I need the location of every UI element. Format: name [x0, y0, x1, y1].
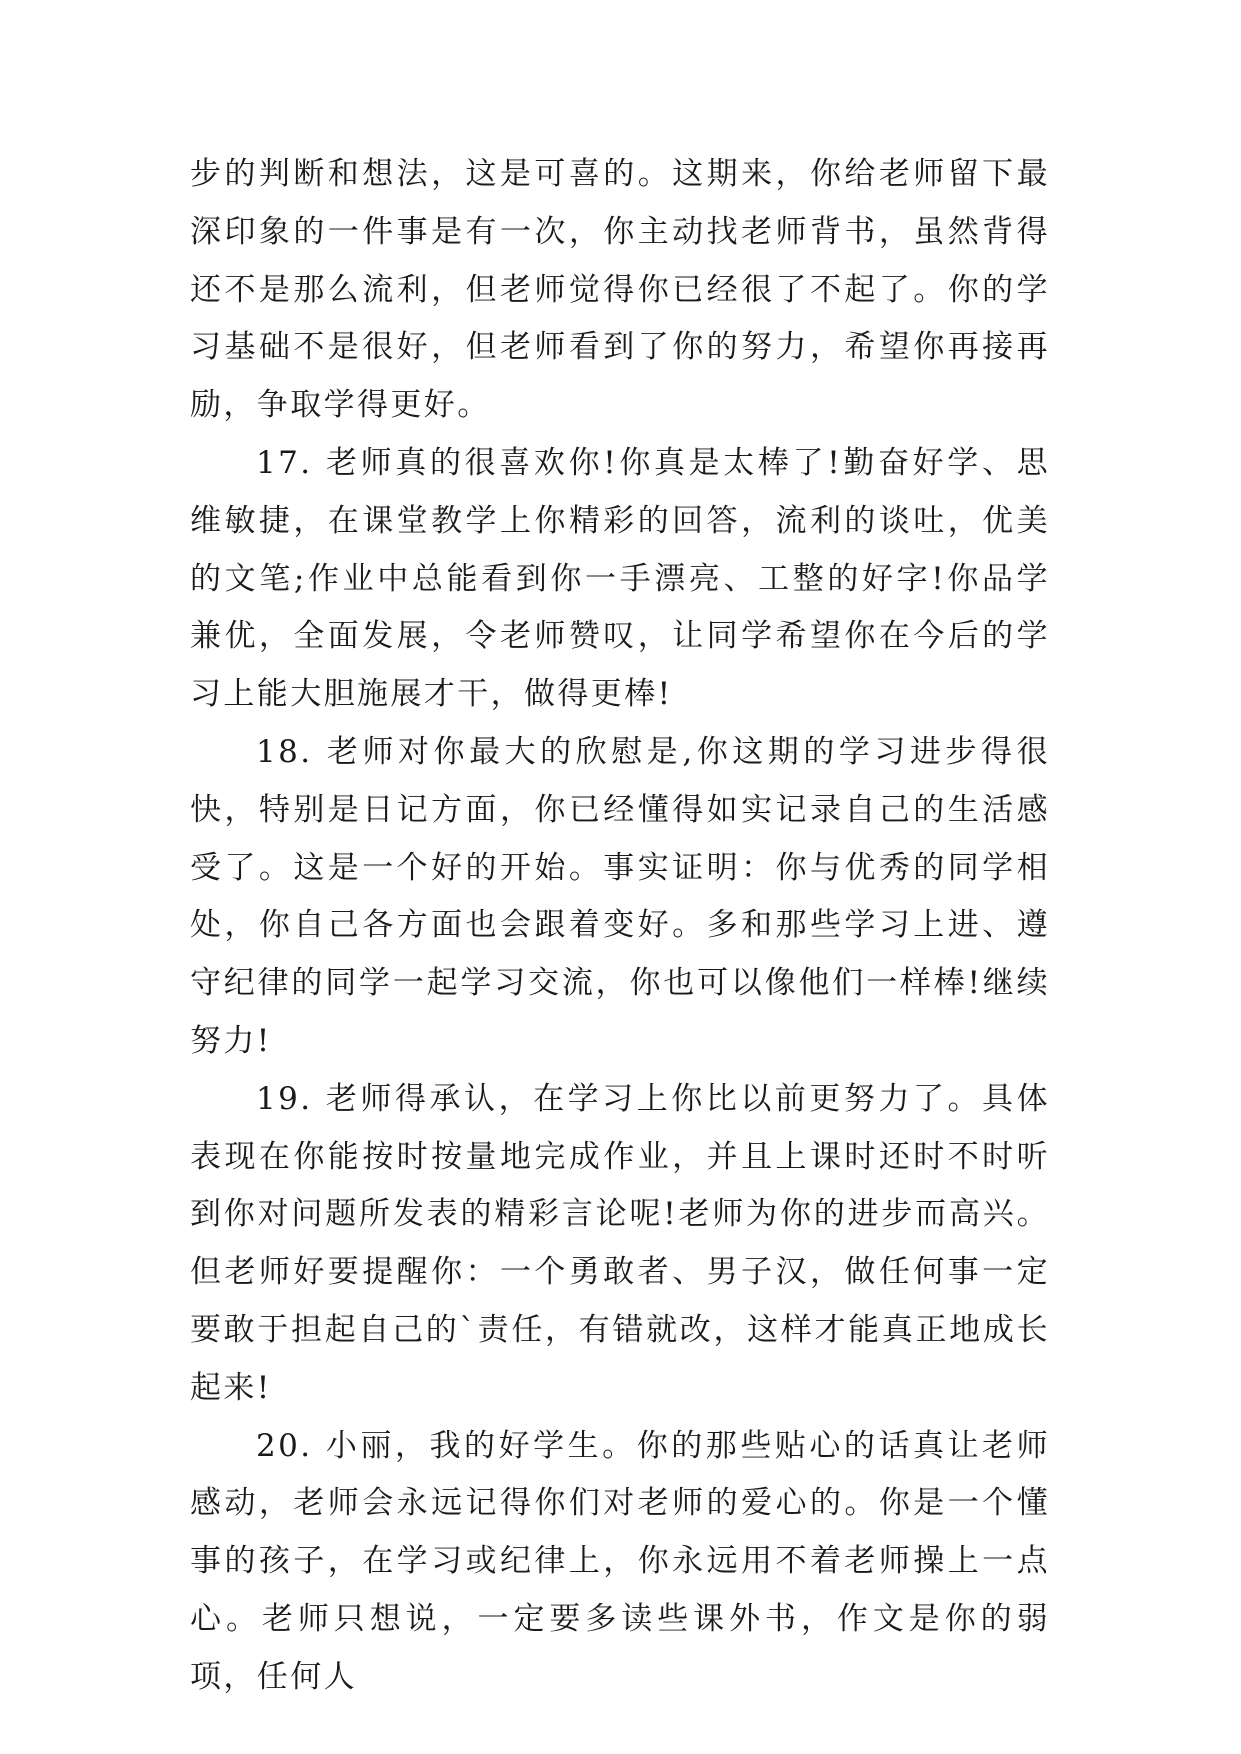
paragraph-17: 17. 老师真的很喜欢你!你真是太棒了!勤奋好学、思维敏捷，在课堂教学上你精彩的回答，流利的谈吐，优美的文笔;作业中总能看到你一手漂亮、工整的好字!你品学兼优，全面发展，令老师赞叹，让同学希望你在今后的学习上能大胆施展才干，做得更棒!	[190, 444, 1050, 713]
paragraph-20: 20. 小丽，我的好学生。你的那些贴心的话真让老师感动，老师会永远记得你们对老师的爱心的。你是一个懂事的孩子，在学习或纪律上，你永远用不着老师操上一点心。老师只想说，一定要多读些课外书，作文是你的弱项，任何人	[190, 1427, 1050, 1695]
document-body	[190, 146, 1050, 1707]
paragraph-19: 19. 老师得承认，在学习上你比以前更努力了。具体表现在你能按时按量地完成作业，并且上课时还时不时听到你对问题所发表的精彩言论呢!老师为你的进步而高兴。但老师好要提醒你：一个勇敢者、男子汉，做任何事一定要敢于担起自己的`责任，有错就改，这样才能真正地成长起来!	[190, 1080, 1050, 1406]
paragraph-18: 18. 老师对你最大的欣慰是,你这期的学习进步得很快，特别是日记方面，你已经懂得如实记录自己的生活感受了。这是一个好的开始。事实证明：你与优秀的同学相处，你自己各方面也会跟着变好。多和那些学习上进、遵守纪律的同学一起学习交流，你也可以像他们一样棒!继续努力!	[190, 733, 1050, 1059]
paragraph-continued: 步的判断和想法，这是可喜的。这期来，你给老师留下最深印象的一件事是有一次，你主动找老师背书，虽然背得还不是那么流利，但老师觉得你已经很了不起了。你的学习基础不是很好，但老师看到了你的努力，希望你再接再励，争取学得更好。	[190, 156, 1050, 424]
